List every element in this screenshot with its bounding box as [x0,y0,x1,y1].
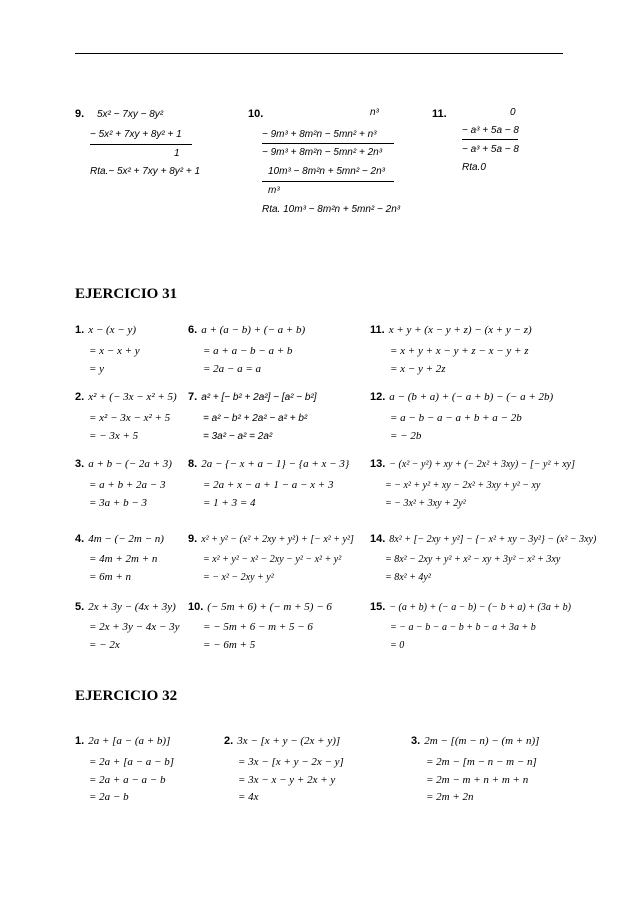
item-number: 1. [75,735,85,747]
step-line: = − x² + y² + xy − 2x² + 3xy + y² − xy [385,480,541,491]
step-line: = 3x − [x + y − 2x − y] [238,756,344,768]
item-number: 2. [224,735,234,747]
operand-line: − 9m³ + 8m²n − 5mn² + 2n³ [262,147,383,158]
item-number: 12. [370,391,386,403]
expression: (− 5m + 6) + (− m + 5) − 6 [207,601,332,613]
expression: 3x − [x + y − (2x + y)] [237,735,341,747]
expression: a − (b + a) + (− a + b) − (− a + 2b) [389,391,554,403]
item-number: 9. [75,108,85,120]
item-number: 11. [370,324,385,336]
step-line: = 2m + 2n [426,791,474,803]
expression: 2m − [(m − n) − (m + n)] [424,735,540,747]
step-line: = 3a + b − 3 [89,497,148,509]
step-line: = − 5m + 6 − m + 5 − 6 [203,621,313,633]
expression: x² + y² − (x² + 2xy + y²) + [− x² + y²] [201,534,354,545]
item-number: 9. [188,533,198,545]
section-title: EJERCICIO 31 [75,286,178,302]
step-line: = x² + y² − x² − 2xy − y² − x² + y² [203,554,342,565]
step-line: = − x² − 2xy + y² [203,572,274,583]
sum-rule [90,144,192,145]
item-number: 15. [370,601,386,613]
step-line: = 2a − b [89,791,129,803]
step-line: = x − y + 2z [390,363,446,375]
sum-rule [262,143,394,144]
answer-line: Rta.− 5x² + 7xy + 8y² + 1 [90,166,201,177]
result-line: − a³ + 5a − 8 [462,144,519,155]
expression: a + b − (− 2a + 3) [88,458,172,470]
step-line: = a + a − b − a + b [203,345,293,357]
step-line: = − 2x [89,639,120,651]
step-line: = 2x + 3y − 4x − 3y [89,621,180,633]
step-line: = 2m − m + n + m + n [426,774,529,786]
operand-line: − 9m³ + 8m²n − 5mn² + n³ [262,129,377,140]
step-line: = y [89,363,105,375]
expression: a² + [− b² + 2a²] − [a² − b²] [201,392,317,403]
expression: a + (a − b) + (− a + b) [201,324,306,336]
step-line: = 1 + 3 = 4 [203,497,256,509]
result-line: 1 [174,148,180,159]
step-line: = − 2b [390,430,422,442]
expression: − (a + b) + (− a − b) − (− b + a) + (3a + b) [389,602,571,613]
operand-line: n³ [370,107,379,118]
step-line: = 2a − a = a [203,363,262,375]
item-number: 3. [411,735,421,747]
item-number: 7. [188,391,198,403]
step-line: = − 3x + 5 [89,430,139,442]
item-number: 3. [75,458,85,470]
sum-rule [262,181,394,182]
item-number: 8. [188,458,198,470]
item-number: 6. [188,324,198,336]
section-title: EJERCICIO 32 [75,688,178,704]
expression: 2x + 3y − (4x + 3y) [88,601,176,613]
operand-line: 10m³ − 8m²n + 5mn² − 2n³ [268,166,385,177]
step-line: = 8x² + 4y² [385,572,431,583]
top-rule [75,53,563,54]
item-number: 13. [370,458,386,470]
step-line: = x² − 3x − x² + 5 [89,412,171,424]
step-line: = x + y + x − y + z − x − y + z [390,345,529,357]
item-number: 4. [75,533,85,545]
step-line: = 4x [238,791,259,803]
step-line: = a² − b² + 2a² − a² + b² [203,413,308,424]
step-line: = x − x + y [89,345,140,357]
step-line: = a − b − a − a + b + a − 2b [390,412,522,424]
expression: x − (x − y) [88,324,137,336]
expression: 8x² + [− 2xy + y²] − {− x² + xy − 3y²} − (x² − 3xy) [389,534,597,545]
answer-line: Rta.0 [462,162,486,173]
step-line: = 6m + n [89,571,132,583]
step-line: = 2a + a − a − b [89,774,166,786]
item-number: 10. [188,601,204,613]
expression: 2a + [a − (a + b)] [88,735,171,747]
item-number: 14. [370,533,386,545]
operand-line: − 5x² + 7xy + 8y² + 1 [90,129,182,140]
item-number: 1. [75,324,85,336]
operand-line: − a³ + 5a − 8 [462,125,519,136]
expression: x² + (− 3x − x² + 5) [88,391,177,403]
step-line: = 3a² − a² = 2a² [203,431,273,442]
step-line: = − 6m + 5 [203,639,256,651]
sum-rule [462,139,518,140]
item-number: 2. [75,391,85,403]
step-line: = 2m − [m − n − m − n] [426,756,537,768]
step-line: = − a − b − a − b + b − a + 3a + b [390,622,536,633]
expression: 4m − (− 2m − n) [88,533,164,545]
step-line: = 8x² − 2xy + y² + x² − xy + 3y² − x² + 3xy [385,554,561,565]
step-line: = 2a + [a − a − b] [89,756,175,768]
item-number: 5. [75,601,85,613]
step-line: = 0 [390,640,405,651]
result-line: m³ [268,185,280,196]
step-line: = − 3x² + 3xy + 2y² [385,498,466,509]
expression: 2a − {− x + a − 1} − {a + x − 3} [201,458,350,470]
operand-line: 5x² − 7xy − 8y² [97,109,164,120]
item-number: 11. [432,108,447,120]
step-line: = 2a + x − a + 1 − a − x + 3 [203,479,334,491]
step-line: = 3x − x − y + 2x + y [238,774,336,786]
answer-line: Rta. 10m³ − 8m²n + 5mn² − 2n³ [262,204,401,215]
operand-line: 0 [510,107,516,118]
expression: x + y + (x − y + z) − (x + y − z) [388,324,532,336]
item-number: 10. [248,108,264,120]
step-line: = a + b + 2a − 3 [89,479,166,491]
step-line: = 4m + 2m + n [89,553,158,565]
expression: − (x² − y²) + xy + (− 2x² + 3xy) − [− y² + xy] [389,459,576,470]
